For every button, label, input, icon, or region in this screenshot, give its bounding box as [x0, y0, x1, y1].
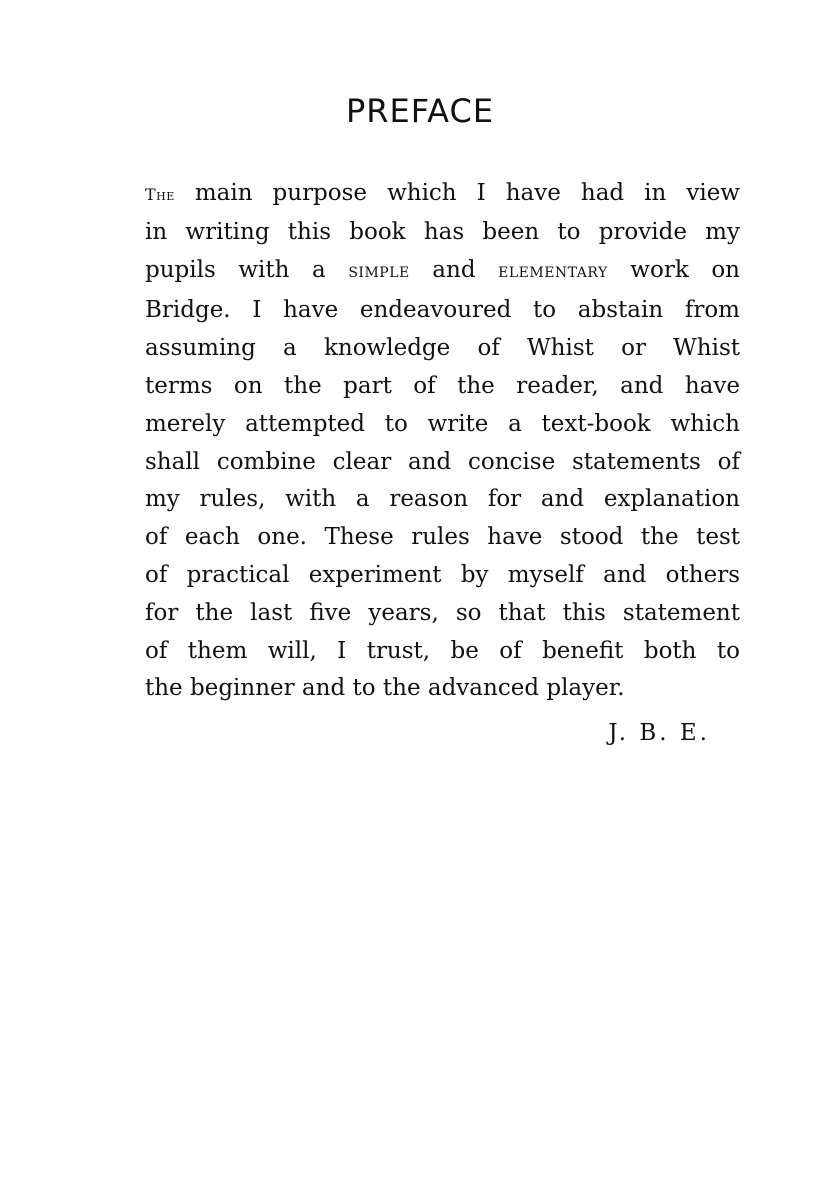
lead-smallcaps-word: The [145, 185, 175, 204]
text-line-14: the beginner and to the advanced player. [145, 675, 625, 702]
text-line-6: terms on the part of the reader, and have [145, 372, 740, 399]
text-line-3-middle: and [409, 256, 499, 283]
text-line-2: in writing this book has been to provide my [145, 218, 740, 245]
text-line-1-rest: main purpose which I have had in view [174, 180, 740, 206]
text-line-5: assuming a knowledge of Whist or Whist [145, 335, 740, 362]
author-initials: J. B. E. [608, 720, 710, 746]
text-line-1 [145, 175, 740, 214]
text-line-12: for the last five years, so that this statement [145, 599, 740, 626]
preface-paragraph [145, 175, 740, 708]
smallcaps-elementary: ELEMENTARY [498, 264, 608, 281]
text-line-9: my rules, with a reason for and explanation [145, 486, 740, 513]
text-line-13: of them will, I trust, be of benefit both to [145, 637, 740, 664]
page-title: PREFACE [345, 92, 495, 130]
text-line-3 [145, 252, 740, 293]
text-line-7: merely attempted to write a text-book which [145, 410, 740, 437]
text-line-4: Bridge. I have endeavoured to abstain from [145, 297, 740, 324]
text-line-3-end: work on [607, 256, 740, 283]
text-line-8: shall combine clear and concise statements of [145, 448, 740, 475]
text-line-10: of each one. These rules have stood the test [145, 524, 740, 551]
text-line-3-start: pupils with a [145, 256, 349, 283]
text-line-11: of practical experiment by myself and others [145, 561, 740, 588]
smallcaps-simple: SIMPLE [348, 264, 410, 281]
